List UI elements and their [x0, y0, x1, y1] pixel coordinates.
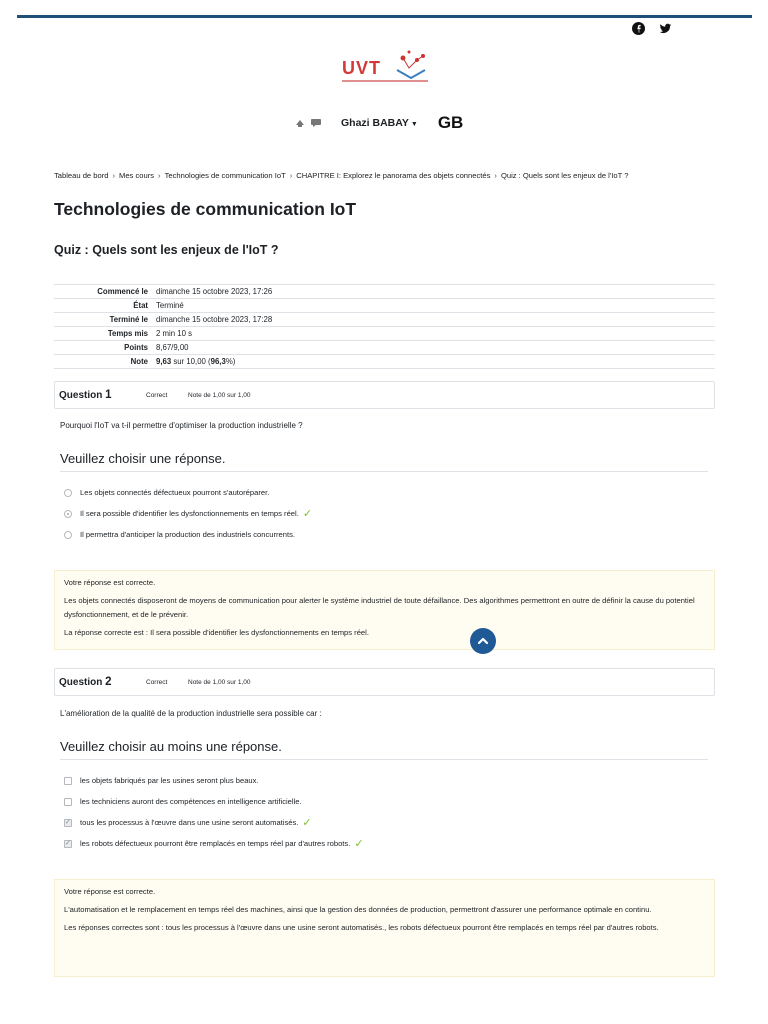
message-icon[interactable] [311, 119, 321, 127]
user-navigation [295, 114, 463, 132]
course-title: Technologies de communication IoT [54, 199, 357, 219]
answer-label: les objets fabriqués par les usines seront plus beaux. [80, 776, 259, 785]
breadcrumb-item[interactable]: Tableau de bord [54, 171, 109, 180]
checkbox[interactable] [64, 840, 72, 848]
answer-option[interactable] [64, 818, 312, 827]
chevron-right-icon: › [112, 171, 115, 180]
breadcrumb [54, 171, 628, 180]
summary-value: dimanche 15 octobre 2023, 17:28 [152, 313, 715, 327]
grade-percent-suffix: %) [225, 357, 236, 366]
chevron-right-icon: › [289, 171, 293, 180]
chevron-up-icon [477, 635, 489, 647]
question-number [59, 389, 112, 401]
answer-option[interactable] [64, 776, 259, 785]
quiz-title: Quiz : Quels sont les enjeux de l'IoT ? [54, 243, 279, 257]
question-num: 2 [105, 676, 112, 688]
answer-label: tous les processus à l'œuvre dans une usine seront automatisés. [80, 818, 299, 827]
question-label: Question [59, 677, 103, 688]
summary-value [152, 355, 715, 369]
table-row [54, 299, 715, 313]
user-name: Ghazi BABAY [341, 117, 409, 129]
answer-option[interactable] [64, 839, 364, 848]
answer-prompt: Veuillez choisir une réponse. [60, 451, 708, 472]
summary-key: Note [54, 355, 152, 369]
user-menu[interactable] [341, 117, 418, 129]
logo-monitor-icon [393, 48, 429, 84]
top-border [17, 15, 752, 18]
table-row [54, 285, 715, 299]
answer-label: Il permettra d'anticiper la production des industriels concurrents. [80, 530, 296, 539]
summary-value: dimanche 15 octobre 2023, 17:26 [152, 285, 715, 299]
feedback-correct-answer: Les réponses correctes sont : tous les processus à l'œuvre dans une usine seront automatisés., les robots défectueux pourront être remplacés en temps réel par d'autres robots. [64, 923, 659, 932]
grade-percent: 96,3 [210, 357, 226, 366]
summary-value: 2 min 10 s [152, 327, 715, 341]
table-row [54, 313, 715, 327]
checkbox[interactable] [64, 819, 72, 827]
logo-text: UVT [342, 58, 381, 78]
checkbox[interactable] [64, 798, 72, 806]
breadcrumb-item[interactable]: Quiz : Quels sont les enjeux de l'IoT ? [500, 171, 629, 180]
answer-option[interactable] [64, 530, 295, 539]
avatar[interactable]: GB [437, 113, 464, 132]
chevron-right-icon: › [158, 171, 161, 180]
chevron-down-icon: ▼ [410, 121, 418, 128]
checkmark-icon: ✓ [302, 507, 313, 520]
feedback-correct-answer: La réponse correcte est : Il sera possible d'identifier les dysfonctionnements en temps réel. [64, 628, 369, 637]
answer-label: les robots défectueux pourront être remplacés en temps réel par d'autres robots. [80, 839, 351, 848]
question-text: L'amélioration de la qualité de la production industrielle sera possible car : [60, 709, 322, 718]
uvt-logo[interactable] [338, 48, 430, 98]
checkbox[interactable] [64, 777, 72, 785]
scroll-to-top-button[interactable] [470, 628, 496, 654]
question-number [59, 676, 112, 688]
breadcrumb-item[interactable]: CHAPITRE I: Explorez le panorama des objets connectés [296, 171, 491, 180]
answer-option[interactable] [64, 488, 269, 497]
question-2-header [54, 668, 715, 696]
answer-option[interactable] [64, 797, 302, 806]
feedback-box [54, 879, 715, 977]
attempt-summary-table [54, 284, 715, 369]
breadcrumb-item[interactable]: Technologies de communication IoT [164, 171, 286, 180]
summary-key: État [54, 299, 152, 313]
question-grade: Note de 1,00 sur 1,00 [188, 679, 251, 686]
feedback-explanation: L'automatisation et le remplacement en temps réel des machines, ainsi que la gestion des données de production, permettront d'assurer une performance optimale en continu. [64, 905, 652, 914]
question-text: Pourquoi l'IoT va t-il permettre d'optimiser la production industrielle ? [60, 421, 303, 430]
notification-icon[interactable] [295, 119, 305, 127]
summary-key: Commencé le [54, 285, 152, 299]
chevron-right-icon: › [494, 171, 497, 180]
radio-button[interactable] [64, 489, 72, 497]
feedback-status: Votre réponse est correcte. [64, 887, 156, 896]
question-status: Correct [146, 392, 168, 399]
checkmark-icon: ✓ [354, 837, 364, 850]
answer-label: Il sera possible d'identifier les dysfonctionnements en temps réel. [80, 509, 299, 518]
summary-value: 8,67/9,00 [152, 341, 715, 355]
table-row [54, 341, 715, 355]
question-1-header [54, 381, 715, 409]
checkmark-icon: ✓ [302, 816, 312, 829]
radio-button[interactable] [64, 510, 72, 518]
summary-key: Temps mis [54, 327, 152, 341]
answer-prompt: Veuillez choisir au moins une réponse. [60, 739, 708, 760]
summary-value: Terminé [152, 299, 715, 313]
table-row [54, 355, 715, 369]
answer-option[interactable] [64, 509, 312, 518]
question-num: 1 [105, 389, 112, 401]
question-status: Correct [146, 679, 168, 686]
answer-label: Les objets connectés défectueux pourront s'autoréparer. [80, 488, 270, 497]
summary-key: Terminé le [54, 313, 152, 327]
feedback-explanation: Les objets connectés disposeront de moyens de communication pour alerter le système industriel de toute défaillance. Des algorithmes permettront en outre de définir la cause du potentiel dysfonctionnement, et de le prévenir. [64, 596, 695, 619]
breadcrumb-item[interactable]: Mes cours [119, 171, 155, 180]
radio-button[interactable] [64, 531, 72, 539]
question-grade: Note de 1,00 sur 1,00 [188, 392, 251, 399]
facebook-icon[interactable] [632, 22, 645, 35]
table-row [54, 327, 715, 341]
feedback-status: Votre réponse est correcte. [64, 578, 156, 587]
answer-label: les techniciens auront des compétences en intelligence artificielle. [80, 797, 302, 806]
twitter-icon[interactable] [659, 22, 672, 35]
question-label: Question [59, 390, 103, 401]
summary-key: Points [54, 341, 152, 355]
feedback-box [54, 570, 715, 650]
social-links [632, 22, 672, 35]
grade-value: 9,63 [156, 357, 172, 366]
grade-scale: sur 10,00 ( [171, 357, 211, 366]
